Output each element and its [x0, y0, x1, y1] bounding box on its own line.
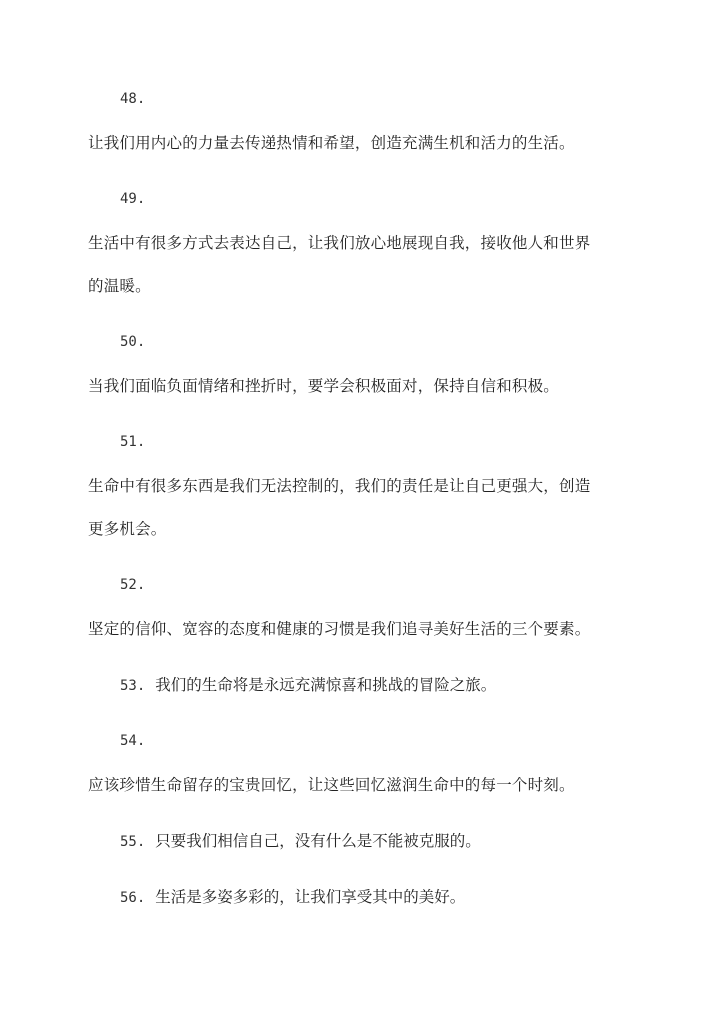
inline-item: [120, 830, 481, 853]
item-text: 更多机会。: [88, 520, 167, 538]
item-text: 让我们用内心的力量去传递热情和希望，创造充满生机和活力的生活。: [88, 134, 575, 152]
item-text: 生活是多姿多彩的，让我们享受其中的美好。: [155, 888, 466, 906]
item-text: 坚定的信仰、宽容的态度和健康的习惯是我们追寻美好生活的三个要素。: [88, 620, 591, 638]
item-text: 只要我们相信自己，没有什么是不能被克服的。: [155, 832, 481, 850]
item-text: 应该珍惜生命留存的宝贵回忆，让这些回忆滋润生命中的每一个时刻。: [88, 776, 575, 794]
item-number: 53.: [120, 678, 146, 694]
item-text: 生命中有很多东西是我们无法控制的，我们的责任是让自己更强大，创造: [88, 477, 591, 495]
item-text: 生活中有很多方式去表达自己，让我们放心地展现自我，接收他人和世界: [88, 234, 591, 252]
item-number: 49.: [120, 191, 146, 207]
item-number: 54.: [120, 733, 146, 749]
inline-item: [120, 674, 496, 697]
item-number: 48.: [120, 91, 146, 107]
item-number: 55.: [120, 834, 146, 850]
item-number: 52.: [120, 577, 146, 593]
item-text: 我们的生命将是永远充满惊喜和挑战的冒险之旅。: [155, 676, 497, 694]
item-number: 51.: [120, 434, 146, 450]
item-text: 的温暖。: [88, 277, 151, 295]
item-number: 56.: [120, 890, 146, 906]
inline-item: [120, 886, 465, 909]
item-number: 50.: [120, 334, 146, 350]
item-text: 当我们面临负面情绪和挫折时，要学会积极面对，保持自信和积极。: [88, 377, 560, 395]
